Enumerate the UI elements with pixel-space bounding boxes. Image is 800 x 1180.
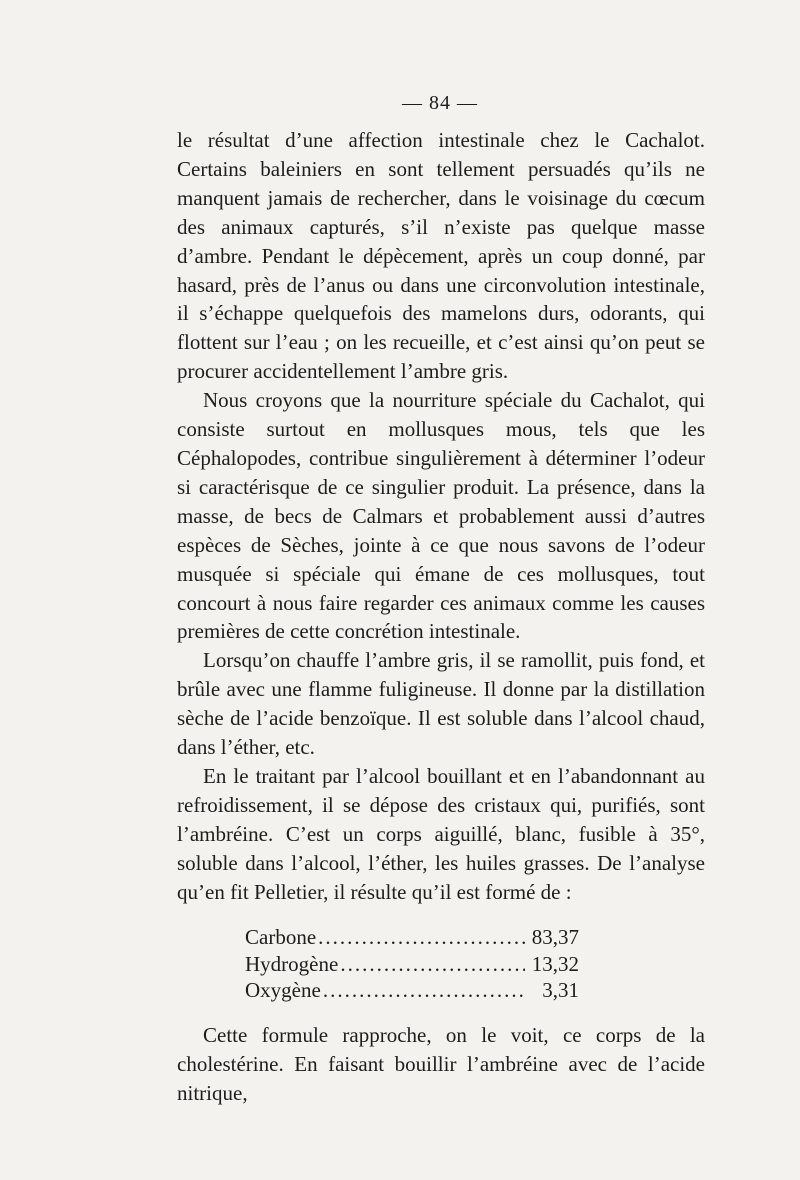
composition-element: Carbone: [245, 925, 317, 950]
body-text: [177, 126, 705, 1108]
composition-value: 83,37: [531, 925, 579, 950]
composition-value: 3,31: [542, 978, 579, 1003]
page-number: — 84 —: [402, 92, 478, 114]
composition-row-oxygene: [245, 976, 579, 1003]
leader-dots: [323, 976, 525, 1005]
composition-table: [245, 923, 579, 1003]
paragraph-2: Nous croyons que la nourriture spéciale du Cachalot, qui consiste surtout en mollusques mous, tels que les Céphalopodes, contribue singulièrement à déterminer l’odeur si caractérisque de ce singulier produit. La présence, dans la masse, de becs de Calmars et probablement aussi d’autres espèces de Sèches, jointe à ce que nous savons de l’odeur musquée si spéciale qui émane de ces mollusques, tout concourt à nous faire regarder ces animaux comme les causes premières de cette concrétion intestinale.: [177, 388, 705, 644]
composition-element: Hydrogène: [245, 951, 339, 976]
paragraph-1: le résultat d’une affection intestinale chez le Cachalot. Certains baleiniers en sont tellement persuadés qu’ils ne manquent jamais de rechercher, dans le voisinage du cœcum des animaux capturés, s’il n’existe pas quelque masse d’ambre. Pendant le dépècement, après un coup donné, par hasard, près de l’anus ou dans une circonvolution intestinale, il s’échappe quelquefois des mamelons durs, odorants, qui flottent sur l’eau ; on les recueille, et c’est ainsi qu’on peut se procurer accidentellement l’ambre gris.: [177, 128, 705, 384]
leader-dots: [340, 950, 525, 979]
composition-element: Oxygène: [245, 978, 321, 1003]
leader-dots: [318, 923, 525, 952]
composition-row-carbone: [245, 923, 579, 950]
paragraph-4: En le traitant par l’alcool bouillant et en l’abandonnant au refroidissement, il se dépose des cristaux qui, purifiés, sont l’ambréine. C’est un corps aiguillé, blanc, fusible à 35°, soluble dans l’alcool, l’éther, les huiles grasses. De l’analyse qu’en fit Pelletier, il résulte qu’il est formé de :: [177, 763, 705, 904]
paragraph-3: Lorsqu’on chauffe l’ambre gris, il se ramollit, puis fond, et brûle avec une flamme fuligineuse. Il donne par la distillation sèche de l’acide benzoïque. Il est soluble dans l’alcool chaud, dans l’éther, etc.: [177, 648, 705, 760]
composition-value: 13,32: [531, 951, 579, 976]
closing-paragraph: Cette formule rapproche, on le voit, ce corps de la cholestérine. En faisant bouillir l’ambréine avec de l’acide nitrique,: [177, 1022, 705, 1105]
composition-row-hydrogene: [245, 950, 579, 977]
